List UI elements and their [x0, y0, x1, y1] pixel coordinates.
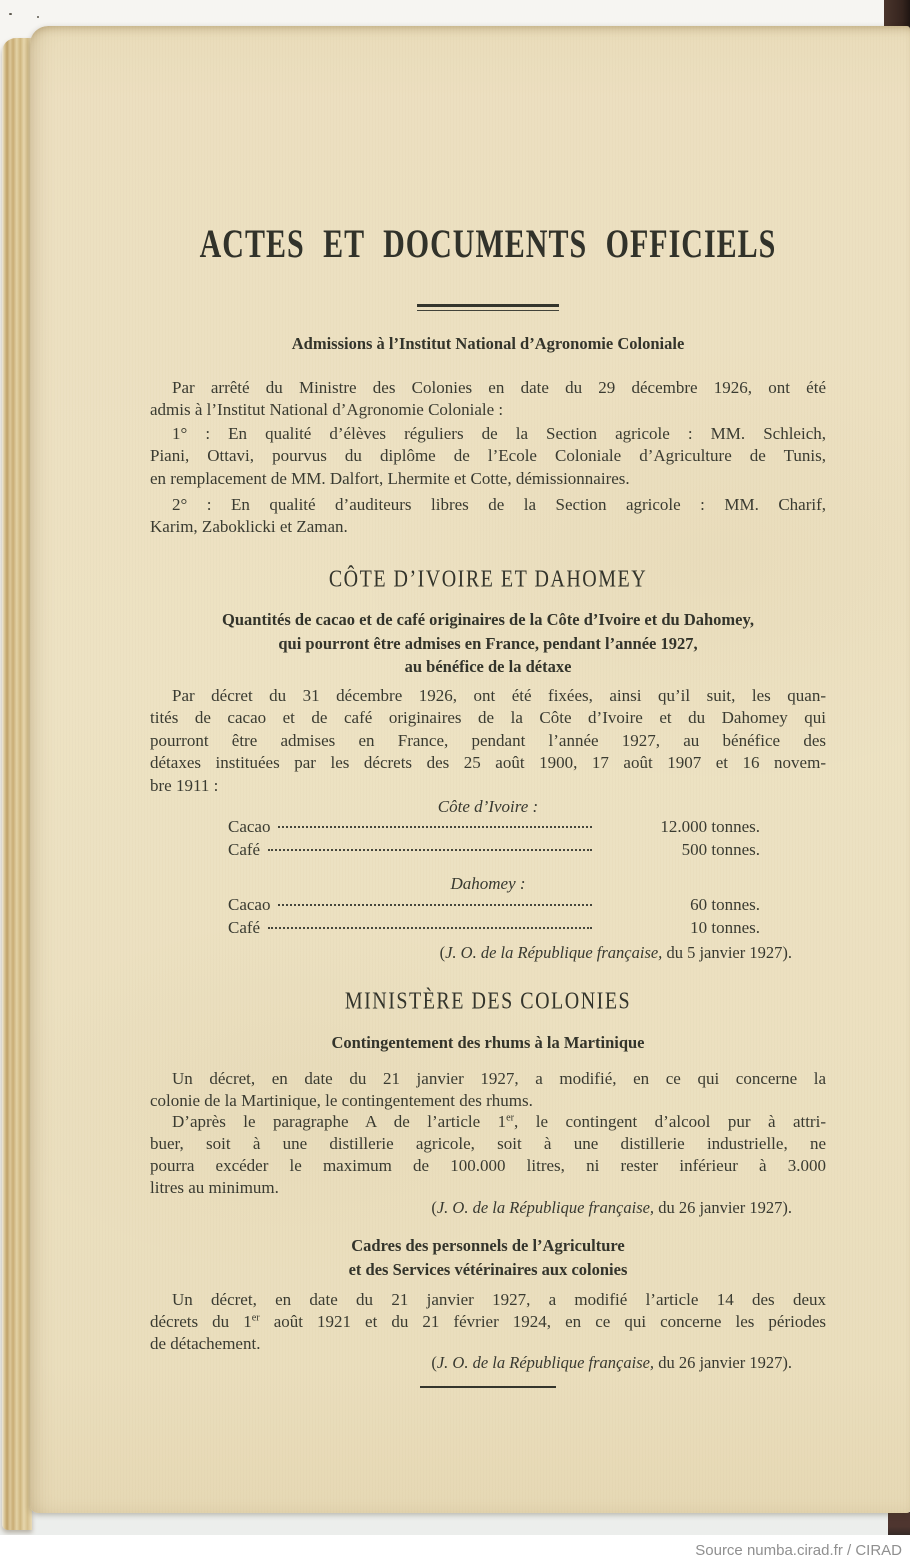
source-text: Source numba.cirad.fr / CIRAD	[695, 1542, 902, 1559]
heading-line: Quantités de cacao et de café originaires de la Côte d’Ivoire et du Dahomey,	[222, 610, 754, 629]
jo-text: (	[439, 943, 446, 962]
ordinal-superscript: er	[506, 1112, 515, 1124]
quota-row	[228, 840, 760, 860]
text-line: pourra excéder le maximum de 100.000 litres, ni rester inférieur à 3.000	[150, 1156, 826, 1175]
journal-officiel-reference	[150, 1198, 826, 1218]
section-title-ministere-colonies: MINISTÈRE DES COLONIES	[344, 988, 632, 1015]
quota-row	[228, 817, 760, 837]
scanned-page	[30, 26, 910, 1513]
paragraph-rhums-2	[150, 1111, 826, 1199]
quota-value: 10 tonnes.	[690, 918, 760, 937]
text-line: tités de cacao et de café originaires de la Côte d’Ivoire et du Dahomey qui	[150, 708, 826, 728]
heading-line: Cadres des personnels de l’Agriculture	[351, 1236, 625, 1255]
heading-line: et des Services vétérinaires aux colonies	[348, 1259, 628, 1279]
heading-line: qui pourront être admises en France, pendant l’année 1927,	[278, 633, 698, 653]
jo-journal-name: J. O. de la République française,	[436, 1198, 655, 1217]
ordinal-superscript: er	[251, 1312, 260, 1324]
title-divider-rule	[417, 304, 559, 311]
text-line	[150, 1111, 826, 1133]
quota-value: 60 tonnes.	[690, 895, 760, 914]
heading-quantites	[150, 608, 826, 679]
source-attribution-bar	[0, 1535, 910, 1566]
heading-admissions: Admissions à l’Institut National d’Agronomie Coloniale	[291, 334, 685, 353]
heading-line: au bénéfice de la détaxe	[404, 657, 572, 676]
text-line: litres au minimum.	[150, 1178, 279, 1197]
text-line: Un décret, en date du 21 janvier 1927, a modifié l’article 14 des deux	[172, 1290, 826, 1309]
dust-speck	[37, 16, 39, 18]
quota-label: Café	[228, 840, 261, 859]
dust-speck	[9, 13, 12, 15]
quota-row	[228, 918, 760, 938]
text-segment: août 1921 et du 21 février 1924, en ce qui concerne les périodes	[259, 1312, 827, 1332]
text-segment: D’après le paragraphe A de l’article 1	[172, 1112, 507, 1131]
dot-leader	[268, 849, 592, 851]
dot-leader	[268, 927, 592, 929]
jo-text: du 26 janvier 1927).	[654, 1353, 792, 1372]
text-line: en remplacement de MM. Dalfort, Lhermite et Cotte, démissionnaires.	[150, 468, 630, 488]
text-line: pourront être admises en France, pendant l’année 1927, au bénéfice des	[150, 730, 826, 750]
heading-cadres-personnels	[150, 1234, 826, 1281]
quota-value: 12.000 tonnes.	[660, 817, 760, 836]
jo-text: du 5 janvier 1927).	[662, 943, 792, 962]
book-page-edges	[2, 38, 32, 1530]
section-title-cote-ivoire-dahomey: CÔTE D’IVOIRE ET DAHOMEY	[328, 566, 648, 593]
heading-contingentement-rhums: Contingentement des rhums à la Martinique	[331, 1033, 645, 1052]
text-segment: décrets du 1	[150, 1312, 252, 1332]
text-column	[150, 26, 826, 1513]
text-line: 2° : En qualité d’auditeurs libres de la Section agricole : MM. Charif,	[172, 495, 826, 514]
jo-journal-name: J. O. de la République française,	[445, 943, 663, 962]
text-segment: , le contingent d’alcool pur à attri-	[514, 1112, 826, 1131]
text-line: Par arrêté du Ministre des Colonies en date du 29 décembre 1926, ont été	[172, 378, 826, 397]
text-line	[150, 1311, 826, 1333]
text-line: Piani, Ottavi, pourvus du diplôme de l’Ecole Coloniale d’Agriculture de Tunis,	[150, 446, 826, 466]
text-line: de détachement.	[150, 1334, 261, 1354]
text-line: admis à l’Institut National d’Agronomie Coloniale :	[150, 400, 504, 420]
journal-officiel-reference	[150, 943, 826, 963]
jo-text: (	[431, 1198, 437, 1217]
text-line: bre 1911 :	[150, 775, 219, 795]
text-line: Karim, Zaboklicki et Zaman.	[150, 517, 348, 537]
jo-text: (	[431, 1353, 437, 1372]
journal-officiel-reference	[150, 1353, 826, 1373]
label-dahomey: Dahomey :	[450, 874, 526, 893]
paragraph-admissions-intro	[150, 377, 826, 422]
dot-leader	[278, 826, 592, 828]
text-line: Un décret, en date du 21 janvier 1927, a modifié, en ce qui concerne la	[172, 1069, 826, 1088]
paragraph-admissions-2	[150, 494, 826, 539]
text-line: colonie de la Martinique, le contingentement des rhums.	[150, 1090, 533, 1110]
paragraph-admissions-1	[150, 423, 826, 490]
quota-label: Café	[228, 918, 261, 937]
paragraph-rhums-1	[150, 1068, 826, 1111]
quota-row	[228, 895, 760, 915]
text-line: buer, soit à une distillerie agricole, soit à une distillerie industrielle, ne	[150, 1134, 826, 1153]
page-title: ACTES ET DOCUMENTS OFFICIELS	[199, 222, 777, 267]
text-line: 1° : En qualité d’élèves réguliers de la Section agricole : MM. Schleich,	[172, 424, 826, 443]
end-divider-rule	[420, 1386, 556, 1388]
quota-value: 500 tonnes.	[681, 840, 760, 859]
paragraph-cadres	[150, 1289, 826, 1356]
quota-label: Cacao	[228, 895, 271, 914]
jo-text: du 26 janvier 1927).	[654, 1198, 792, 1217]
label-cote-ivoire: Côte d’Ivoire :	[437, 797, 539, 816]
text-line: Par décret du 31 décembre 1926, ont été fixées, ainsi qu’il suit, les quan-	[172, 686, 826, 705]
text-line: détaxes instituées par les décrets des 25 août 1900, 17 août 1907 et 16 novem-	[150, 753, 826, 773]
jo-journal-name: J. O. de la République française,	[436, 1353, 655, 1372]
paragraph-decret-quantites	[150, 685, 826, 797]
quota-label: Cacao	[228, 817, 271, 836]
dot-leader	[278, 904, 592, 906]
